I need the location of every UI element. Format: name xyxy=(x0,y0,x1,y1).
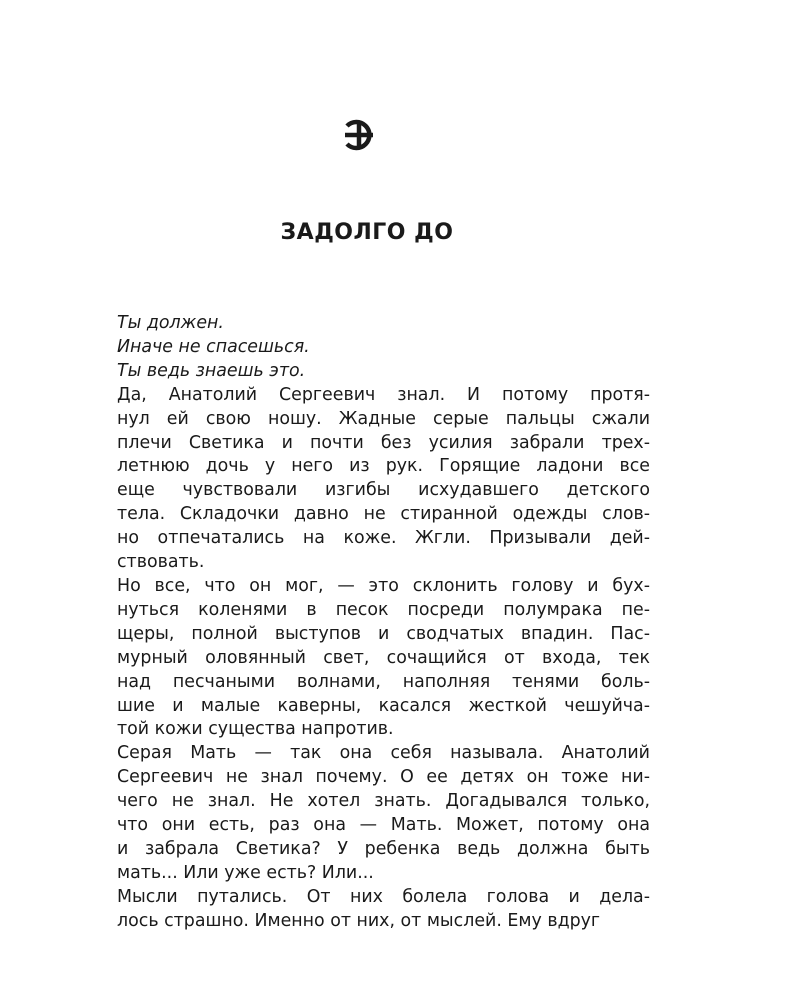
paragraph xyxy=(117,742,650,885)
text-line: Мысли путались. От них болела голова и дела- xyxy=(117,886,650,907)
text-line: плечи Светика и почти без усилия забрали трех- xyxy=(117,432,650,453)
italic-line: Ты ведь знаешь это. xyxy=(117,360,306,381)
text-line: Серая Мать — так она себя называла. Анатолий xyxy=(117,743,650,764)
text-line: что они есть, раз она — Мать. Может, потому она xyxy=(117,815,650,836)
paragraph xyxy=(117,575,650,742)
paragraph xyxy=(117,886,650,934)
text-line: нуться коленями в песок посреди полумрака пе- xyxy=(117,599,650,620)
text-line: нул ей свою ношу. Жадные серые пальцы сжали xyxy=(117,408,650,429)
text-line: щеры, полной выступов и сводчатых впадин. Пас- xyxy=(117,623,650,644)
text-line: лось страшно. Именно от них, от мыслей. Ему вдруг xyxy=(117,910,601,931)
text-line: и забрала Светика? У ребенка ведь должна быть xyxy=(117,838,650,859)
text-line: летнюю дочь у него из рук. Горящие ладони все xyxy=(117,456,650,477)
italic-line: Иначе не спасешься. xyxy=(117,336,310,357)
italic-line: Ты должен. xyxy=(117,313,224,333)
text-line: Но все, что он мог, — это склонить голову и бух- xyxy=(117,575,650,596)
publisher-logo-icon xyxy=(341,118,377,152)
text-line: той кожи существа напротив. xyxy=(117,719,394,740)
text-line: еще чувствовали изгибы исхудавшего детского xyxy=(117,480,650,501)
text-line: мурный оловянный свет, сочащийся от входа, тек xyxy=(117,647,650,668)
text-line: над песчаными волнами, наполняя тенями боль- xyxy=(117,671,650,692)
text-line: Сергеевич не знал почему. О ее детях он тоже ни- xyxy=(117,767,650,788)
text-line: мать... Или уже есть? Или... xyxy=(117,862,374,883)
text-line: чего не знал. Не хотел знать. Догадывался только, xyxy=(117,791,650,812)
chapter-text xyxy=(117,312,650,934)
text-line: шие и малые каверны, касался жесткой чешуйча- xyxy=(117,695,650,716)
paragraph xyxy=(117,384,650,575)
text-line: Да, Анатолий Сергеевич знал. И потому протя- xyxy=(117,384,650,405)
chapter-title: ЗАДОЛГО ДО xyxy=(280,220,454,245)
text-line: но отпечатались на коже. Жгли. Призывали дей- xyxy=(117,528,650,549)
text-line: ствовать. xyxy=(117,552,205,573)
text-line: тела. Складочки давно не стиранной одежды слов- xyxy=(117,504,650,525)
